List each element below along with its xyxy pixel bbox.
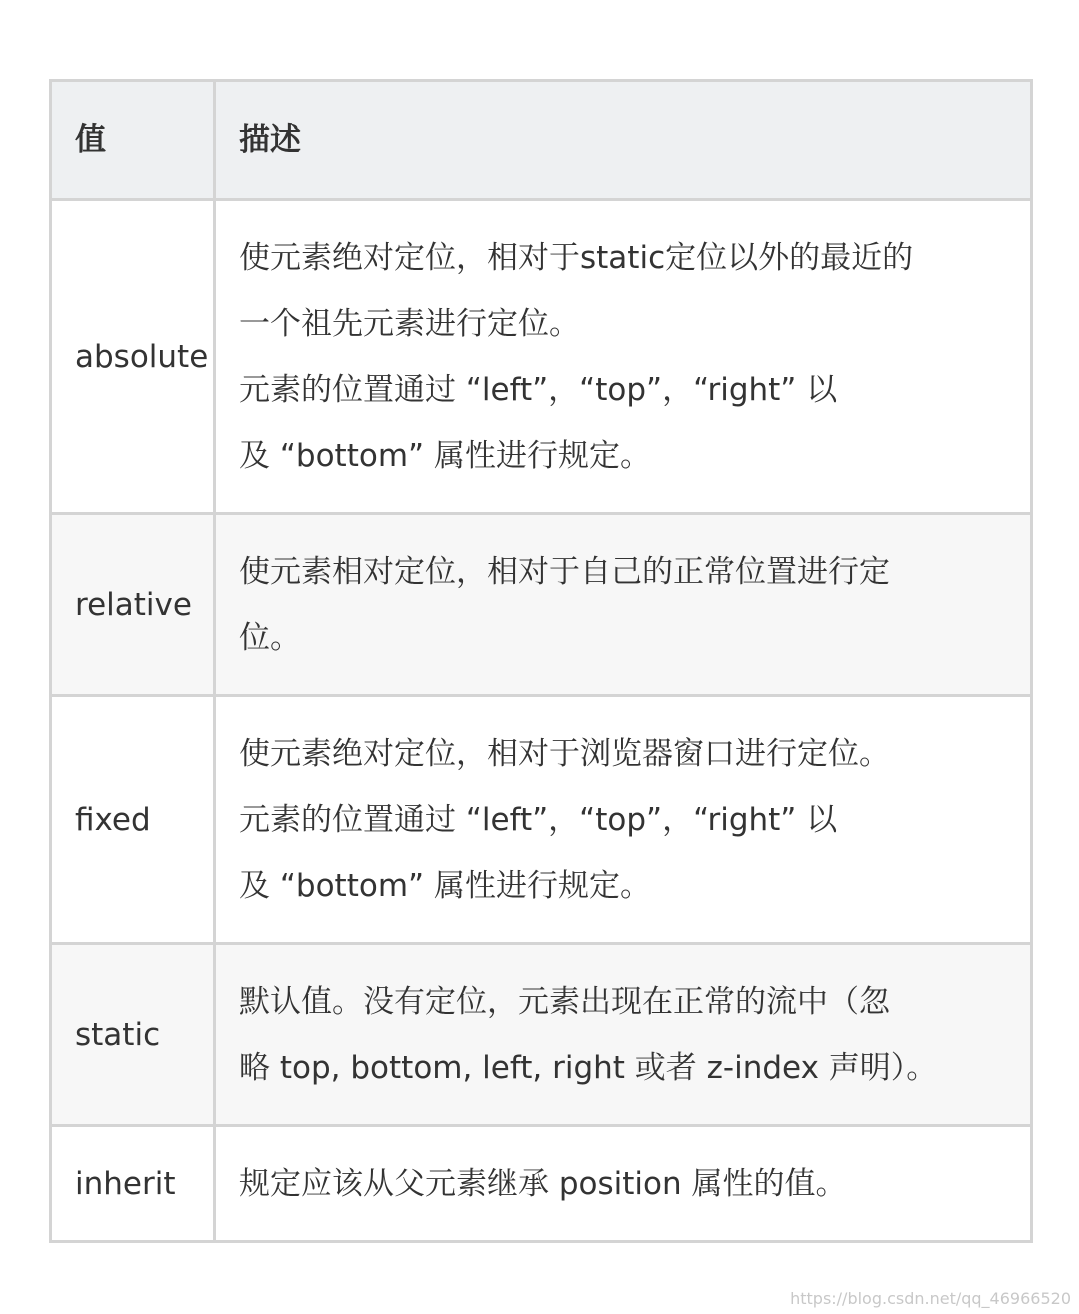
description-line: 一个祖先元素进行定位。 <box>239 305 580 342</box>
table-row <box>51 696 1032 944</box>
table-row <box>51 944 1032 1126</box>
description-line: 元素的位置通过 “left”，“top”，“right” 以 <box>239 371 838 408</box>
table-row <box>51 514 1032 696</box>
cell-value: fixed <box>51 696 215 944</box>
description-line: 略 top, bottom, left, right 或者 z-index 声明）。 <box>239 1049 938 1086</box>
watermark: https://blog.csdn.net/qq_46966520 <box>790 1289 1071 1308</box>
description-line: 及 “bottom” 属性进行规定。 <box>239 437 651 474</box>
description-line: 使元素相对定位，相对于自己的正常位置进行定 <box>239 553 890 590</box>
cell-description <box>215 944 1032 1126</box>
cell-value: relative <box>51 514 215 696</box>
description-line: 规定应该从父元素继承 position 属性的值。 <box>239 1165 847 1202</box>
cell-description <box>215 514 1032 696</box>
description-line: 默认值。没有定位，元素出现在正常的流中（忽 <box>239 983 890 1020</box>
description-line: 元素的位置通过 “left”，“top”，“right” 以 <box>239 801 838 838</box>
cell-description <box>215 200 1032 514</box>
description-line: 位。 <box>239 619 301 656</box>
position-values-table <box>49 79 1033 1243</box>
description-line: 使元素绝对定位，相对于浏览器窗口进行定位。 <box>239 735 890 772</box>
cell-value: inherit <box>51 1126 215 1242</box>
description-line: 使元素绝对定位，相对于static定位以外的最近的 <box>239 239 914 276</box>
table-header-row <box>51 81 1032 200</box>
description-line: 及 “bottom” 属性进行规定。 <box>239 867 651 904</box>
cell-description <box>215 1126 1032 1242</box>
cell-description <box>215 696 1032 944</box>
cell-value: static <box>51 944 215 1126</box>
header-value: 值 <box>51 81 215 200</box>
cell-value: absolute <box>51 200 215 514</box>
table-row <box>51 1126 1032 1242</box>
table-row <box>51 200 1032 514</box>
header-description: 描述 <box>215 81 1032 200</box>
